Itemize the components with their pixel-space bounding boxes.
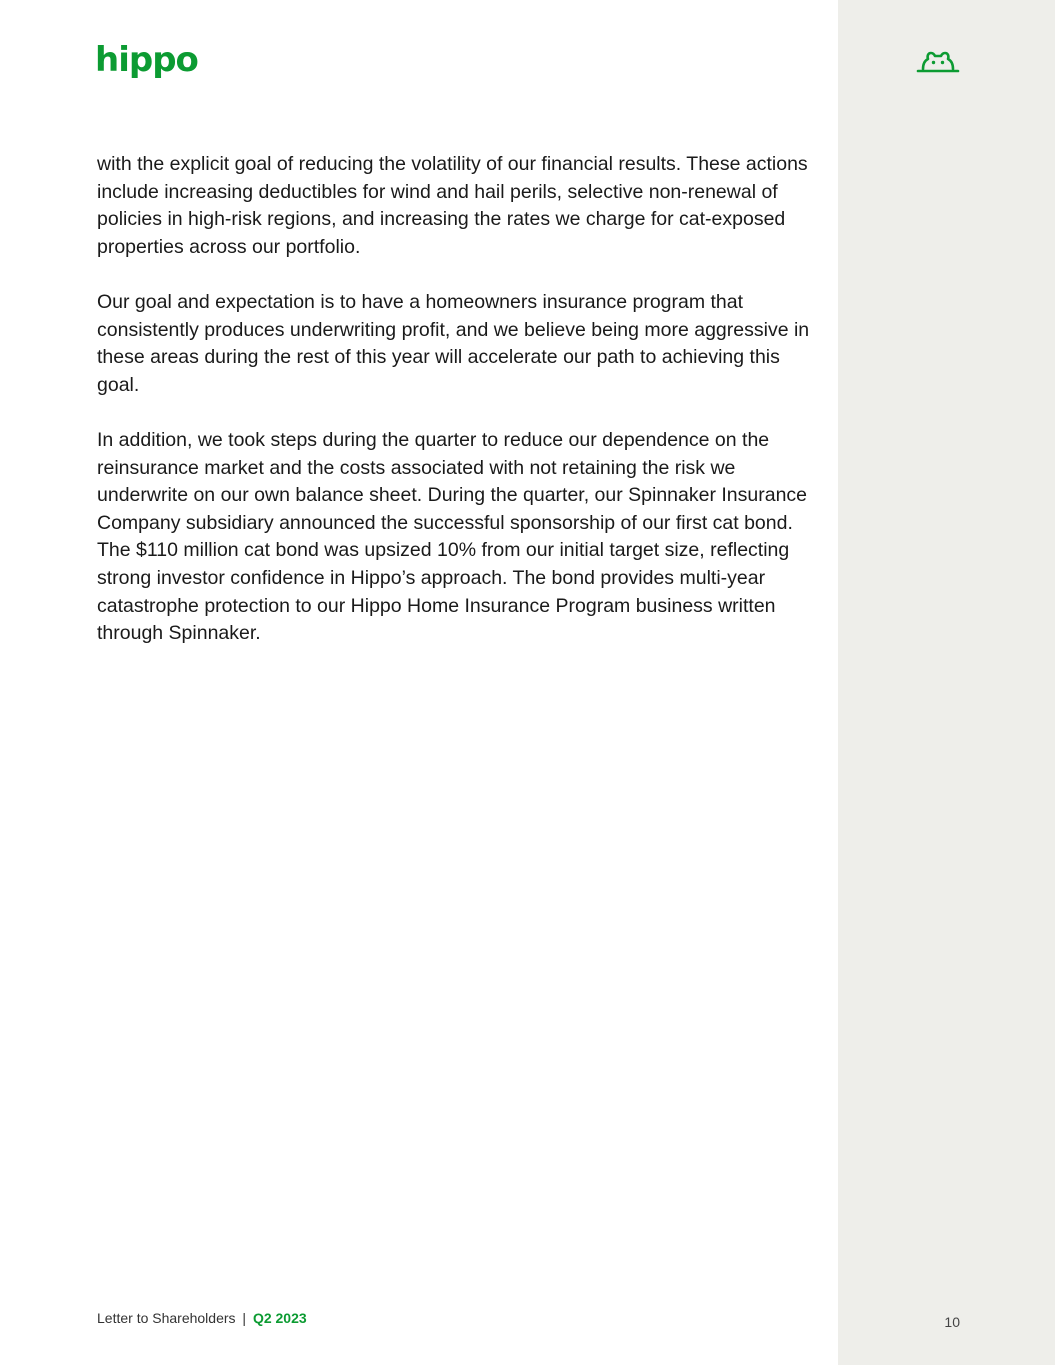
hippo-logo: hippo xyxy=(95,40,198,80)
footer-separator: | xyxy=(242,1310,247,1326)
right-sidebar-panel xyxy=(838,0,1055,1365)
paragraph-2: Our goal and expectation is to have a homeowners insurance program that consistently produces underwriting profit, and we believe being more aggressive in these areas during the rest of this year will accelerate our path to achieving this goal. xyxy=(97,290,810,396)
letter-body xyxy=(97,151,817,675)
footer-document-info xyxy=(97,1309,307,1327)
page-number: 10 xyxy=(944,1314,960,1330)
paragraph-1: with the explicit goal of reducing the volatility of our financial results. These actions include increasing deductibles for wind and hail perils, selective non-renewal of policies in high-risk regions, and increasing the rates we charge for cat-exposed properties across our portfolio. xyxy=(97,153,808,258)
footer-document-label: Letter to Shareholders xyxy=(97,1310,236,1326)
paragraph-3: In addition, we took steps during the quarter to reduce our dependence on the reinsurance market and the costs associated with not retaining the risk we underwrite on our own balance sheet. During the quarter, our Spinnaker Insurance Company subsidiary announced the successful sponsorship of our first cat bond. The $110 million cat bond was upsized 10% from our initial target size, reflecting strong investor confidence in Hippo’s approach. The bond provides multi-year catastrophe protection to our Hippo Home Insurance Program business written through Spinnaker. xyxy=(97,428,808,645)
footer-quarter: Q2 2023 xyxy=(252,1310,307,1326)
hippo-head-icon xyxy=(916,48,960,76)
